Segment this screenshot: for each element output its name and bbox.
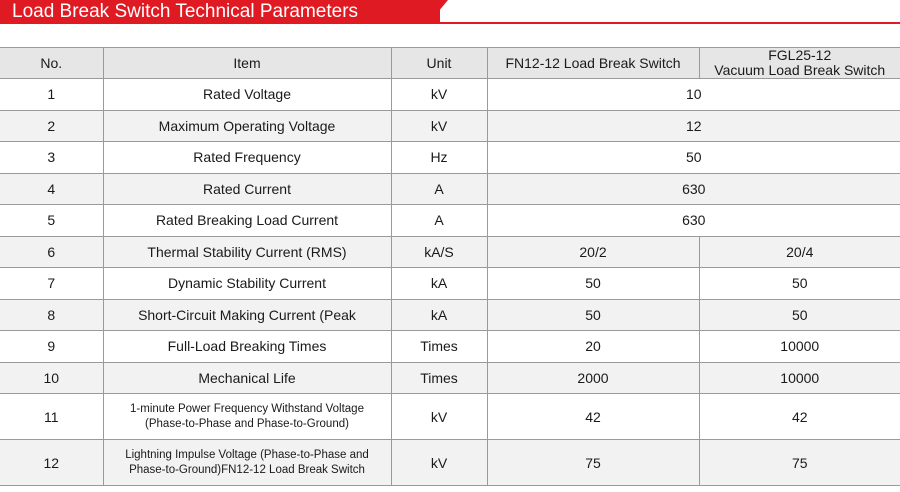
row-value: 630 bbox=[487, 173, 900, 205]
header-fgl25 bbox=[699, 48, 900, 79]
row-fn12-value: 50 bbox=[487, 268, 699, 300]
row-item: Full-Load Breaking Times bbox=[103, 331, 391, 363]
row-item: Short-Circuit Making Current (Peak bbox=[103, 299, 391, 331]
row-unit: kV bbox=[391, 110, 487, 142]
row-no: 12 bbox=[0, 440, 103, 486]
row-item: Rated Frequency bbox=[103, 142, 391, 174]
row-item-line2: Phase-to-Ground)FN12-12 Load Break Switch bbox=[129, 463, 365, 476]
table-row bbox=[0, 110, 900, 142]
row-fgl25-value: 10000 bbox=[699, 331, 900, 363]
row-unit: Hz bbox=[391, 142, 487, 174]
row-fn12-value: 50 bbox=[487, 299, 699, 331]
row-fn12-value: 20 bbox=[487, 331, 699, 363]
table-row bbox=[0, 440, 900, 486]
header-unit: Unit bbox=[391, 48, 487, 79]
row-item-line2: (Phase-to-Phase and Phase-to-Ground) bbox=[145, 417, 349, 430]
row-unit: kV bbox=[391, 440, 487, 486]
row-no: 3 bbox=[0, 142, 103, 174]
row-unit: kA/S bbox=[391, 236, 487, 268]
row-no: 2 bbox=[0, 110, 103, 142]
header-fn12: FN12-12 Load Break Switch bbox=[487, 48, 699, 79]
row-unit: A bbox=[391, 173, 487, 205]
row-item: Rated Breaking Load Current bbox=[103, 205, 391, 237]
row-unit: kV bbox=[391, 79, 487, 111]
row-no: 6 bbox=[0, 236, 103, 268]
row-value: 630 bbox=[487, 205, 900, 237]
table-row bbox=[0, 394, 900, 440]
row-fgl25-value: 75 bbox=[699, 440, 900, 486]
table-row bbox=[0, 205, 900, 237]
row-fn12-value: 75 bbox=[487, 440, 699, 486]
table-row bbox=[0, 331, 900, 363]
row-unit: kA bbox=[391, 268, 487, 300]
table-row bbox=[0, 362, 900, 394]
row-item bbox=[103, 440, 391, 486]
title-banner bbox=[0, 0, 900, 24]
row-fgl25-value: 50 bbox=[699, 299, 900, 331]
row-unit: kV bbox=[391, 394, 487, 440]
row-fgl25-value: 20/4 bbox=[699, 236, 900, 268]
row-item bbox=[103, 394, 391, 440]
row-no: 1 bbox=[0, 79, 103, 111]
parameters-table bbox=[0, 47, 900, 486]
table-row bbox=[0, 268, 900, 300]
table-row bbox=[0, 236, 900, 268]
row-no: 11 bbox=[0, 394, 103, 440]
row-no: 5 bbox=[0, 205, 103, 237]
row-no: 10 bbox=[0, 362, 103, 394]
table-row bbox=[0, 79, 900, 111]
banner-underline bbox=[440, 22, 900, 24]
row-fgl25-value: 42 bbox=[699, 394, 900, 440]
header-fgl25-line2: Vacuum Load Break Switch bbox=[714, 62, 886, 78]
row-value: 12 bbox=[487, 110, 900, 142]
row-unit: kA bbox=[391, 299, 487, 331]
row-no: 8 bbox=[0, 299, 103, 331]
row-item: Mechanical Life bbox=[103, 362, 391, 394]
row-fgl25-value: 10000 bbox=[699, 362, 900, 394]
row-value: 10 bbox=[487, 79, 900, 111]
row-item: Rated Current bbox=[103, 173, 391, 205]
header-item: Item bbox=[103, 48, 391, 79]
row-item: Thermal Stability Current (RMS) bbox=[103, 236, 391, 268]
row-value: 50 bbox=[487, 142, 900, 174]
row-item: Rated Voltage bbox=[103, 79, 391, 111]
table-header-row bbox=[0, 48, 900, 79]
row-unit: Times bbox=[391, 331, 487, 363]
header-no: No. bbox=[0, 48, 103, 79]
row-fgl25-value: 50 bbox=[699, 268, 900, 300]
row-item-line1: 1-minute Power Frequency Withstand Voltage bbox=[130, 402, 364, 415]
row-item: Dynamic Stability Current bbox=[103, 268, 391, 300]
row-fn12-value: 20/2 bbox=[487, 236, 699, 268]
table-row bbox=[0, 142, 900, 174]
row-fn12-value: 42 bbox=[487, 394, 699, 440]
page-title: Load Break Switch Technical Parameters bbox=[12, 1, 359, 22]
row-unit: Times bbox=[391, 362, 487, 394]
banner-slant bbox=[428, 0, 448, 24]
header-fgl25-line1: FGL25-12 bbox=[768, 47, 832, 63]
row-fn12-value: 2000 bbox=[487, 362, 699, 394]
row-no: 9 bbox=[0, 331, 103, 363]
row-item: Maximum Operating Voltage bbox=[103, 110, 391, 142]
table-row bbox=[0, 173, 900, 205]
row-unit: A bbox=[391, 205, 487, 237]
table-row bbox=[0, 299, 900, 331]
row-no: 4 bbox=[0, 173, 103, 205]
row-no: 7 bbox=[0, 268, 103, 300]
row-item-line1: Lightning Impulse Voltage (Phase-to-Phase and bbox=[125, 448, 369, 461]
